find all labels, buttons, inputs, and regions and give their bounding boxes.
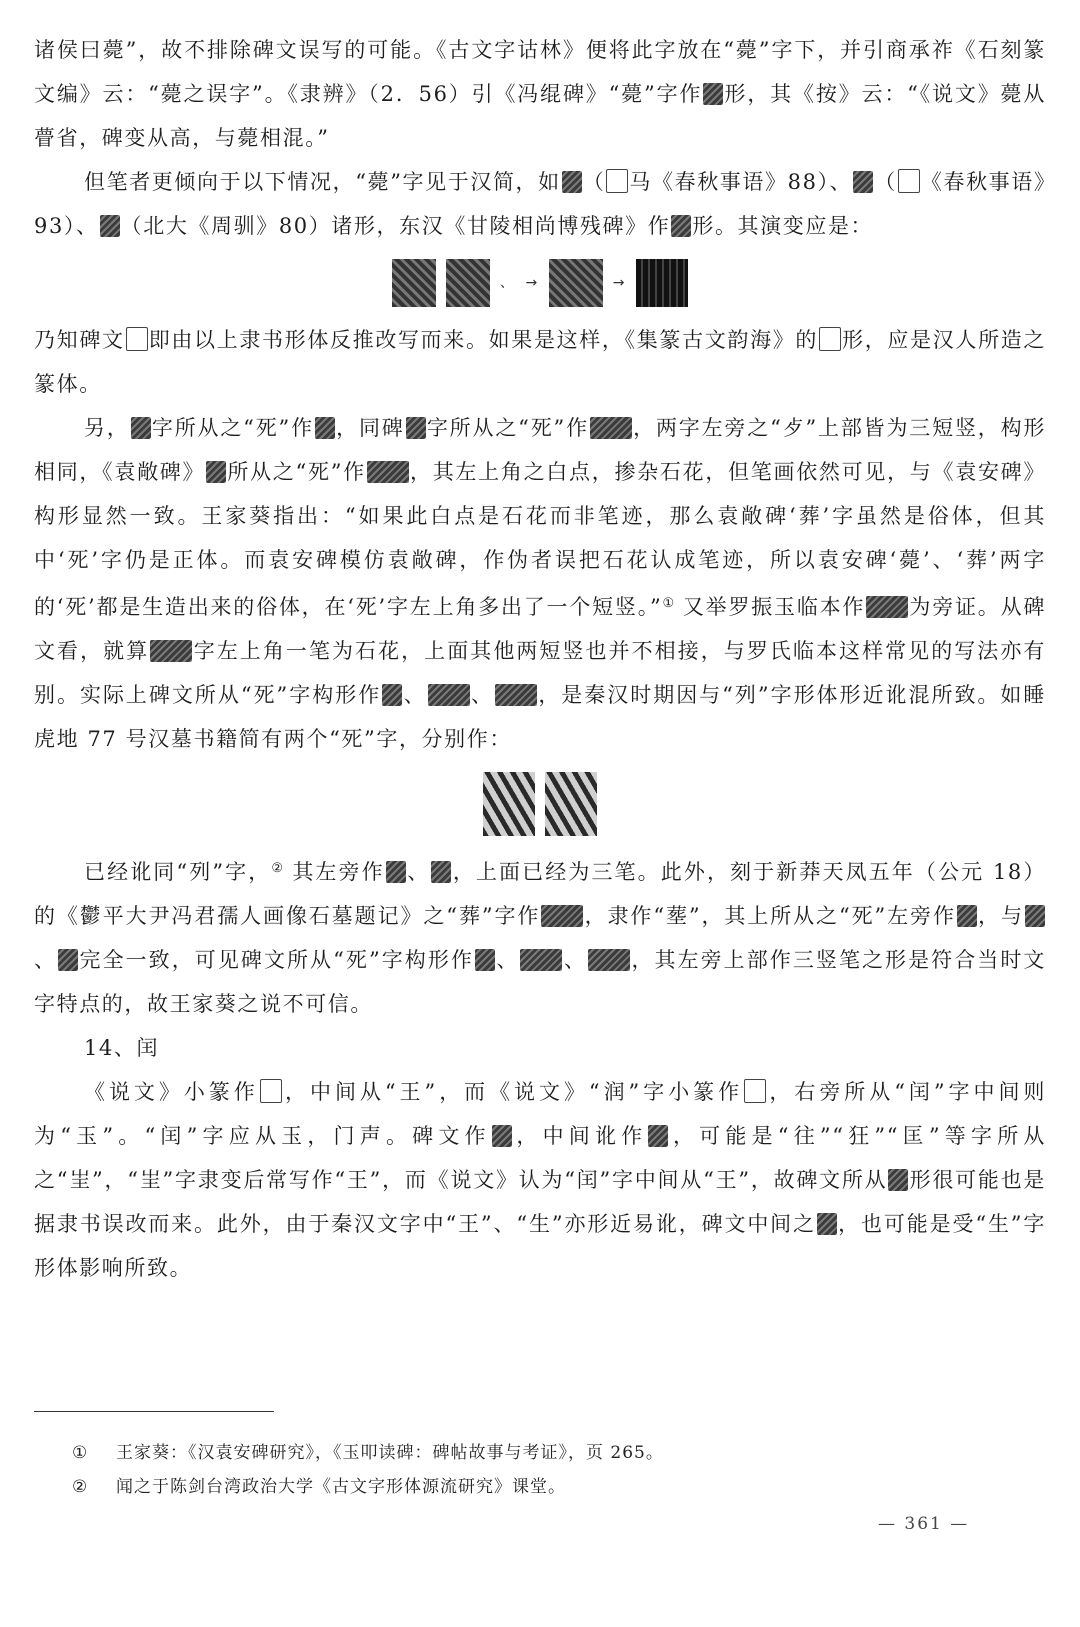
figure-shuihudi [34,761,1046,847]
paragraph-5: 已经讹同“列”字，② 其左旁作 、 ，上面已经为三笔。此外，刻于新莽天凤五年（公元 18）的《鬱平大尹冯君孺人画像石墓题记》之“葬”字作 ，隶作“塟”，其上所从之“死”左旁作 ，与、 完全一致，可见碑文所从“死”字构形作 、 、 ，其左旁上部作三竖笔之形是符合当时文字特点的，故王家葵之说不可信。 [34,860,1046,1016]
glyph-image [588,949,630,971]
glyph-image [648,1125,668,1147]
glyph-image [888,1169,908,1191]
glyph-image [545,772,597,836]
glyph-image [428,684,470,706]
glyph-image [58,949,78,971]
glyph-image [562,171,582,193]
footnote-divider [34,1411,274,1412]
paragraph-1: 诸侯曰薨”，故不排除碑文误写的可能。《古文字诂林》便将此字放在“薨”字下，并引商承祚《石刻篆文编》云：“薨之误字”。《隶辨》（2．56）引《冯绲碑》“薨”字作 形，其《按》云：“《说文》薨从瞢省，碑变从高，与薨相混。” [34,38,1046,150]
footnote-ref[interactable]: ② [271,861,284,876]
page-number: — 361 — [878,1514,970,1534]
glyph-image [703,83,723,105]
glyph-image [431,861,451,883]
paragraph-4: 另， 字所从之“死”作 ，同碑 字所从之“死”作 ，两字左旁之“歺”上部皆为三短竖，构形相同，《袁敞碑》 所从之“死”作 ，其左上角之白点，掺杂石花，但笔画依然可见，与《袁安碑》构形显然一致。王家葵指出：“如果此白点是石花而非笔迹，那么袁敞碑‘葬’字虽然是俗体，但其中‘死’字仍是正体。而袁安碑模仿袁敞碑，作伪者误把石花认成笔迹，所以袁安碑‘薨’、‘葬’两字的‘死’都是生造出来的俗体，在‘死’字左上角多出了一个短竖。”① 又举罗振玉临本作 为旁证。从碑文看，就算 字左上角一笔为石花，上面其他两短竖也并不相接，与罗氏临本这样常见的写法亦有别。实际上碑文所从“死”字构形作 、 、 ，是秦汉时期因与“列”字形体形近讹混所致。如睡虎地 77 号汉墓书籍简有两个“死”字，分别作： [34,416,1047,751]
glyph-image [853,171,873,193]
glyph-image [817,1213,837,1235]
glyph-image [671,215,691,237]
figure-separator: 、 [499,275,516,291]
glyph-image [131,417,151,439]
glyph-image [495,684,537,706]
glyph-image [386,861,406,883]
paragraph-6: 《说文》小篆作 ，中间从“王”，而《说文》“润”字小篆作 ，右旁所从“闰”字中间则为“玉”。“闰”字应从玉，门声。碑文作 ，中间讹作 ，可能是“往”“狂”“匡”等字所从之“㞷”，“㞷”字隶变后常写作“王”，而《说文》认为“闰”字中间从“王”，故碑文所从 形很可能也是据隶书误改而来。此外，由于秦汉文字中“王”、“生”亦形近易讹，碑文中间之 ，也可能是受“生”字形体影响所致。 [34,1080,1047,1280]
glyph-image [483,772,535,836]
glyph-image [406,417,426,439]
glyph-image [520,949,562,971]
footnote-1: ① 王家葵：《汉袁安碑研究》，《玉叩读碑：碑帖故事与考证》，页 265。 [72,1443,664,1463]
glyph-image [367,461,409,483]
glyph-image [206,461,226,483]
glyph-image [606,169,628,193]
glyph-image [126,327,148,351]
figure-evolution [34,248,1046,318]
footnote-2: ② 闻之于陈剑台湾政治大学《古文字形体源流研究》课堂。 [72,1477,566,1497]
glyph-image [392,259,436,307]
glyph-image [744,1079,766,1103]
glyph-image [446,259,490,307]
footnote-ref[interactable]: ① [662,596,675,611]
glyph-image [819,327,841,351]
glyph-image [382,684,402,706]
arrow-right-icon: → [612,275,627,291]
glyph-image [549,259,603,307]
glyph-image [260,1079,282,1103]
glyph-image [475,949,495,971]
glyph-image [957,905,977,927]
paragraph-3: 乃知碑文 即由以上隶书形体反推改写而来。如果是这样，《集篆古文韵海》的 形，应是汉人所造之篆体。 [34,328,1046,396]
section-heading: 14、闰 [84,1036,160,1060]
glyph-image [100,215,120,237]
glyph-image [866,596,908,618]
arrow-right-icon: → [525,275,539,291]
glyph-image [150,640,192,662]
footnotes [72,1436,1032,1504]
glyph-image [898,169,920,193]
glyph-image [492,1125,512,1147]
glyph-image [636,259,688,307]
glyph-image [590,417,632,439]
glyph-image [315,417,335,439]
glyph-image [541,905,583,927]
glyph-image [1025,905,1045,927]
paragraph-2: 但笔者更倾向于以下情况，“薨”字见于汉简，如 （ 马《春秋事语》88）、 （ 《春秋事语》93）、 （北大《周驯》80）诸形，东汉《甘陵相尚博残碑》作 形。其演变应是： [34,170,1046,238]
page-body [34,28,1046,1608]
